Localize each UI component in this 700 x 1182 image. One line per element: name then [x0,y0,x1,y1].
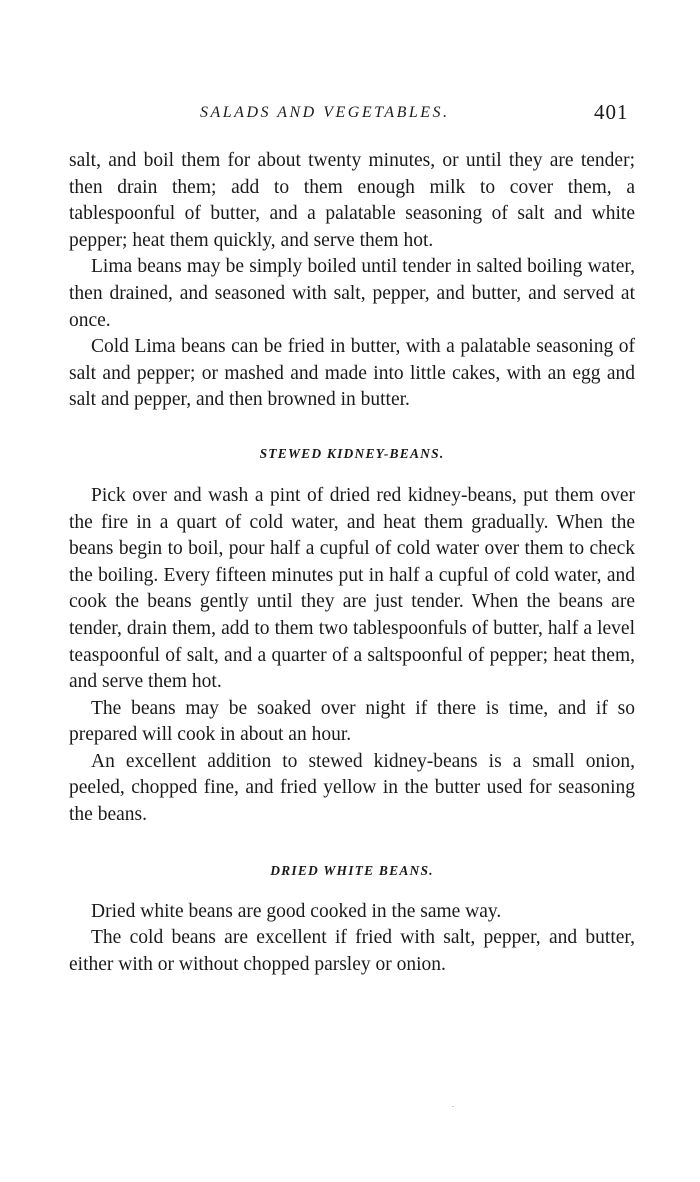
paper-speck [452,1106,454,1107]
paragraph: Dried white beans are good cooked in the same way. [91,900,502,922]
page-number: 401 [594,100,629,124]
paragraph: Pick over and wash a pint of dried red kidney-beans, put them over the fire in a quart of cold water, and heat them gradually. When the beans begin to boil, pour half a cupful of cold water over them to check the boiling. Every fifteen minutes put in half a cupful of cold water, and cook the beans gently until they are just tender. When the beans are tender, drain them, add to them two tablespoonfuls of butter, half a level teaspoonful of salt, and a quarter of a saltspoonful of pepper; heat them, and serve them hot. [69,484,635,693]
paragraph: An excellent addition to stewed kidney-beans is a small onion, peeled, chopped fine, and fried yellow in the butter used for seasoning the beans. [69,750,635,826]
section-heading-stewed-kidney-beans: STEWED KIDNEY-BEANS. [259,445,445,461]
paragraph: The cold beans are excellent if fried with salt, pepper, and butter, either with or without chopped parsley or onion. [69,927,635,975]
section-heading-dried-white-beans: DRIED WHITE BEANS. [270,862,434,878]
paragraph: The beans may be soaked over night if there is time, and if so prepared will cook in about an hour. [69,697,635,746]
paragraph-continued: salt, and boil them for about twenty minutes, or until they are tender; then drain them; add to them enough milk to cover them, a tablespoonful of butter, and a palatable seasoning of salt and white pepper; heat them quickly, and serve them hot. [69,150,635,251]
running-head [0,100,700,134]
running-title: SALADS AND VEGETABLES. [200,104,450,121]
paragraph: Cold Lima beans can be fried in butter, with a palatable seasoning of salt and pepper; or mashed and made into little cakes, with an egg and salt and pepper, and then browned in butter. [69,336,635,411]
paragraph: Lima beans may be simply boiled until tender in salted boiling water, then drained, and seasoned with salt, pepper, and butter, and served at once. [69,256,635,331]
body-text [69,148,635,978]
